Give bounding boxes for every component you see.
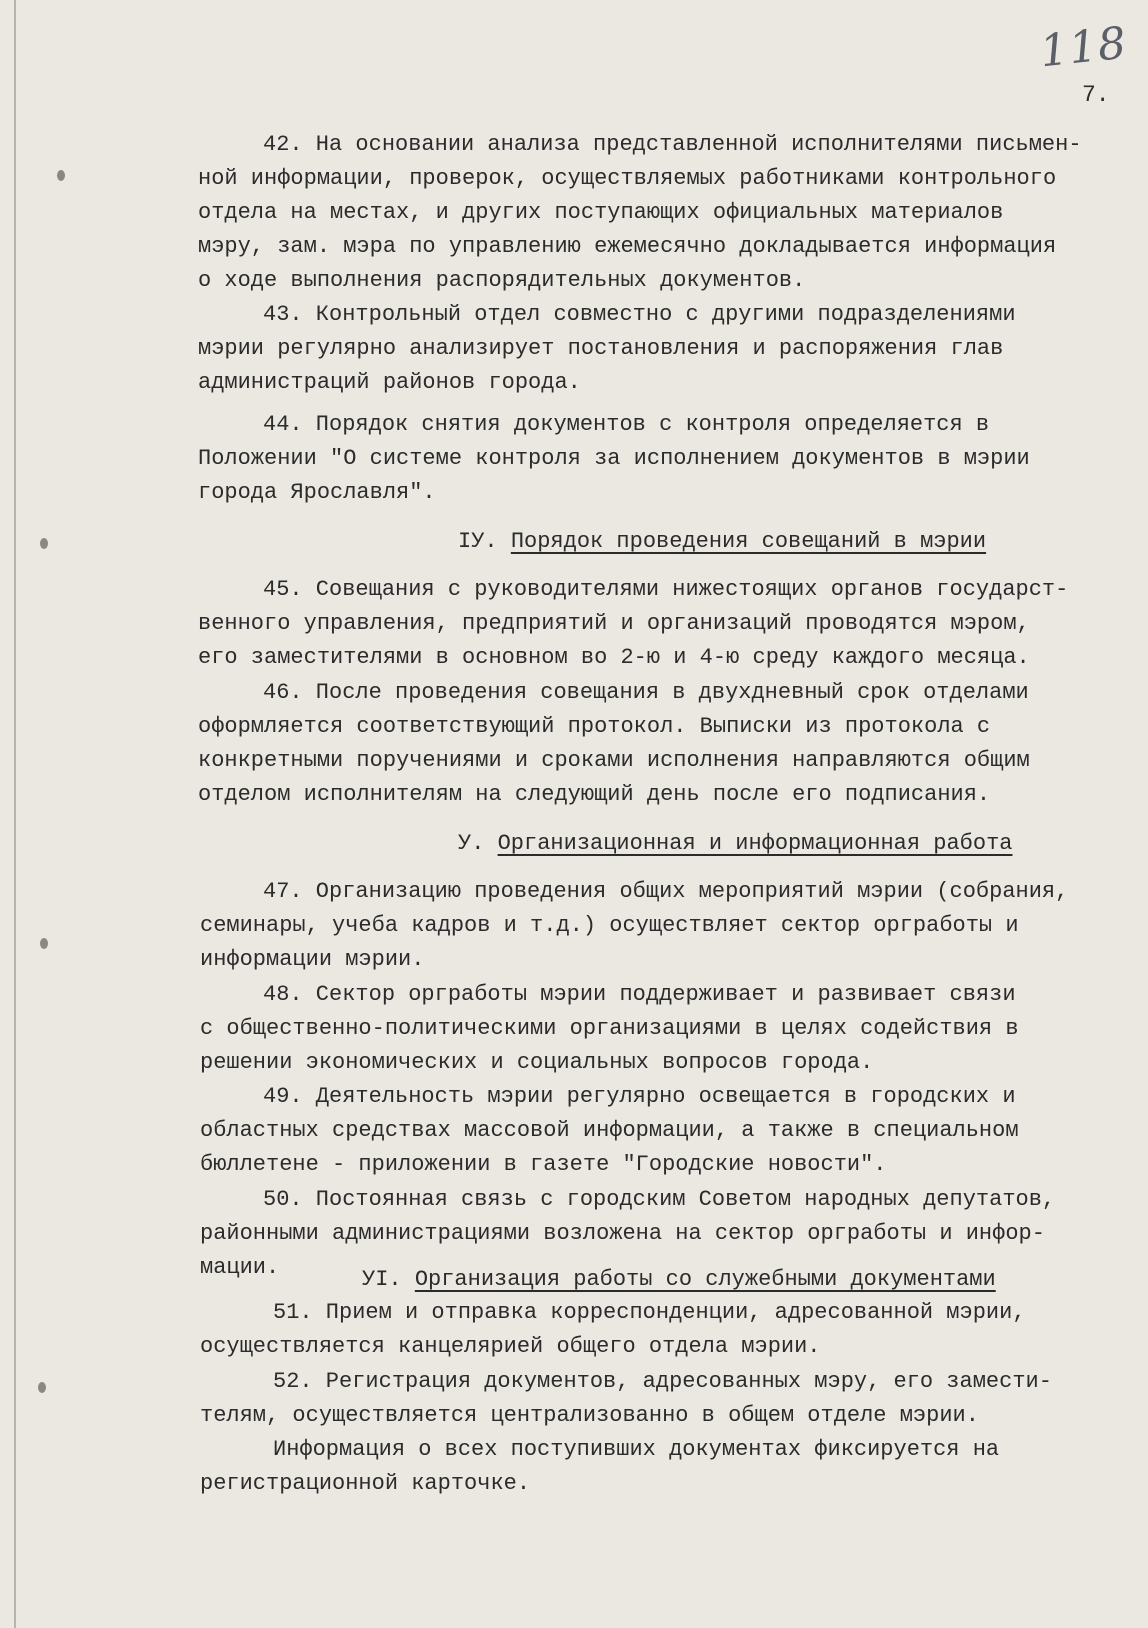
- section-numeral: У.: [458, 831, 485, 856]
- text-line: регистрационной карточке.: [200, 1471, 531, 1496]
- text-line: Положении "О системе контроля за исполнением документов в мэрии: [198, 446, 1030, 471]
- text-line: мэрии регулярно анализирует постановления и распоряжения глав: [198, 336, 1004, 361]
- text-line: 51. Прием и отправка корреспонденции, адресованной мэрии,: [273, 1300, 1026, 1325]
- text-line: осуществляется канцелярией общего отдела мэрии.: [200, 1334, 821, 1359]
- section-title: Организационная и информационная работа: [497, 831, 1013, 856]
- punch-hole-mark: [40, 538, 48, 549]
- text-line: 43. Контрольный отдел совместно с другими подразделениями: [263, 302, 1016, 327]
- punch-hole-mark: [40, 938, 48, 949]
- text-line: 42. На основании анализа представленной исполнителями письмен-: [263, 132, 1082, 157]
- text-line: 44. Порядок снятия документов с контроля определяется в: [263, 412, 990, 437]
- text-line: оформляется соответствующий протокол. Выписки из протокола с: [198, 714, 991, 739]
- text-line: 52. Регистрация документов, адресованных мэру, его замести-: [273, 1369, 1052, 1394]
- section-title: Порядок проведения совещаний в мэрии: [510, 529, 987, 554]
- section-heading-5: [458, 829, 1013, 859]
- punch-hole-mark: [57, 170, 65, 181]
- text-line: 50. Постоянная связь с городским Советом народных депутатов,: [263, 1187, 1056, 1212]
- text-line: бюллетене - приложении в газете "Городские новости".: [200, 1152, 887, 1177]
- text-line: областных средствах массовой информации, а также в специальном: [200, 1118, 1019, 1143]
- text-line: 46. После проведения совещания в двухдневный срок отделами: [263, 680, 1029, 705]
- section-title: Организация работы со служебными документами: [414, 1267, 996, 1292]
- text-line: Информация о всех поступивших документах фиксируется на: [273, 1437, 1000, 1462]
- text-line: отдела на местах, и других поступающих официальных материалов: [198, 200, 1004, 225]
- text-line: 49. Деятельность мэрии регулярно освещается в городских и: [263, 1084, 1016, 1109]
- text-line: о ходе выполнения распорядительных документов.: [198, 268, 806, 293]
- text-line: венного управления, предприятий и организаций проводятся мэром,: [198, 611, 1030, 636]
- text-line: решении экономических и социальных вопросов города.: [200, 1050, 874, 1075]
- text-line: мации.: [200, 1255, 280, 1280]
- text-line: 48. Сектор оргработы мэрии поддерживает и развивает связи: [263, 982, 1016, 1007]
- section-numeral: УI.: [362, 1267, 402, 1292]
- punch-hole-mark: [38, 1382, 46, 1393]
- page-number: 7.: [1082, 82, 1110, 108]
- section-numeral: IУ.: [458, 529, 498, 554]
- text-line: города Ярославля".: [198, 480, 436, 505]
- text-line: отделом исполнителям на следующий день после его подписания.: [198, 782, 991, 807]
- section-heading-6: [362, 1265, 996, 1295]
- text-line: ной информации, проверок, осуществляемых работниками контрольного: [198, 166, 1057, 191]
- section-heading-4: [458, 527, 986, 557]
- text-line: семинары, учеба кадров и т.д.) осуществляет сектор оргработы и: [200, 913, 1019, 938]
- text-line: телям, осуществляется централизованно в общем отделе мэрии.: [200, 1403, 979, 1428]
- text-line: 47. Организацию проведения общих мероприятий мэрии (собрания,: [263, 879, 1069, 904]
- text-line: с общественно-политическими организациями в целях содействия в: [200, 1016, 1019, 1041]
- text-line: 45. Совещания с руководителями нижестоящих органов государст-: [263, 577, 1069, 602]
- page-edge-line: [14, 0, 16, 1628]
- text-line: конкретными поручениями и сроками исполнения направляются общим: [198, 748, 1030, 773]
- text-line: его заместителями в основном во 2-ю и 4-ю среду каждого месяца.: [198, 645, 1030, 670]
- text-line: мэру, зам. мэра по управлению ежемесячно докладывается информация: [198, 234, 1057, 259]
- text-line: администраций районов города.: [198, 370, 581, 395]
- handwritten-page-number: 118: [1037, 17, 1130, 78]
- text-line: информации мэрии.: [200, 947, 425, 972]
- text-line: районными администрациями возложена на сектор оргработы и инфор-: [200, 1221, 1045, 1246]
